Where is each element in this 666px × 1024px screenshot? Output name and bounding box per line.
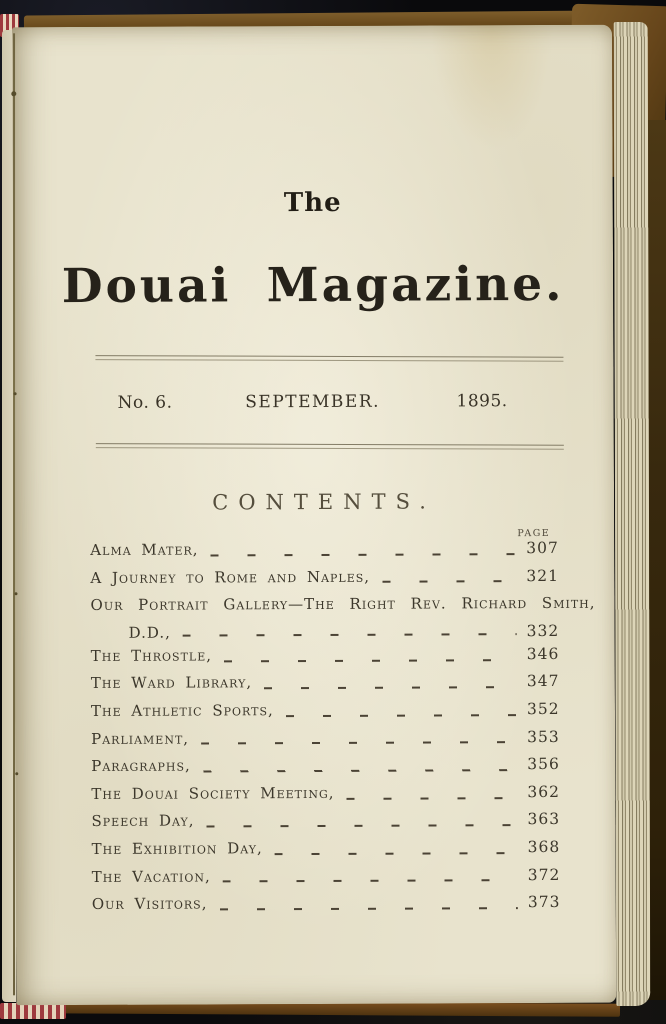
- toc-entry-page: 352: [526, 699, 560, 719]
- toc-entry: [91, 645, 563, 675]
- toc-entry: [90, 567, 562, 597]
- toc-entry: [91, 727, 563, 757]
- dash-leader: [219, 874, 520, 885]
- dash-leader: [207, 548, 519, 559]
- magazine-page: [12, 25, 616, 1006]
- toc-entry-title: The Athletic Sports,: [90, 701, 274, 720]
- dash-leader: [378, 575, 518, 586]
- table-of-contents: [90, 538, 596, 923]
- toc-entry: [91, 755, 563, 785]
- dash-leader: [343, 792, 520, 803]
- toc-entry-title: The Douai Society Meeting,: [91, 783, 335, 803]
- toc-entry-title: The Vacation,: [91, 866, 211, 886]
- dash-leader: [220, 654, 519, 665]
- toc-entry-page: 347: [526, 672, 560, 691]
- page-column-label: PAGE: [517, 527, 551, 540]
- issue-line: [80, 391, 560, 413]
- toc-entry-page: 332: [526, 621, 560, 640]
- toc-entry-page: 353: [527, 727, 560, 746]
- toc-entry: [92, 865, 564, 895]
- toc-entry-title: Paragraphs,: [91, 756, 191, 776]
- toc-entry-title: Parliament,: [91, 729, 190, 748]
- page-stack-edge: [614, 22, 651, 1006]
- binding-gutter: [13, 33, 15, 995]
- double-rule-top: [95, 355, 563, 362]
- toc-entry-page: 321: [526, 566, 560, 585]
- double-rule-bottom: [96, 443, 564, 450]
- toc-entry: [91, 783, 563, 813]
- contents-heading: CONTENTS.: [212, 489, 436, 515]
- toc-entry-page: 368: [527, 837, 561, 857]
- dash-leader: [215, 902, 519, 913]
- toc-entry-title: Our Portrait Gallery—The Right Rev. Richard Smith,: [90, 593, 596, 615]
- toc-entry: [91, 700, 563, 730]
- toc-entry-title: A Journey to Rome and Naples,: [90, 567, 371, 587]
- dash-leader: [197, 736, 519, 747]
- toc-entry-continuation: [91, 622, 563, 647]
- toc-entry-title: Speech Day,: [91, 811, 195, 831]
- issue-month: SEPTEMBER.: [245, 391, 381, 413]
- dash-leader: [271, 847, 520, 858]
- toc-entry-page: 346: [526, 644, 560, 663]
- toc-entry: [90, 539, 562, 569]
- toc-entry-page: 307: [526, 538, 559, 558]
- dash-leader: [203, 819, 520, 830]
- issue-year: 1895.: [456, 391, 508, 412]
- toc-entry-page: 362: [527, 782, 560, 801]
- toc-entry-page: 356: [527, 755, 560, 774]
- issue-number: No. 6.: [117, 392, 173, 413]
- toc-entry-page: 363: [527, 810, 561, 829]
- dash-leader: [260, 681, 519, 692]
- toc-entry-title: D.D.,: [128, 623, 171, 642]
- toc-entry: [92, 893, 564, 923]
- toc-entry-title: The Throstle,: [90, 646, 213, 665]
- dash-leader: [179, 628, 519, 639]
- masthead-the: The: [283, 187, 342, 219]
- toc-entry: [91, 672, 563, 702]
- toc-entry: [92, 838, 564, 868]
- page-title: Douai Magazine.: [61, 256, 565, 315]
- toc-entry-title: The Ward Library,: [90, 673, 253, 693]
- toc-entry-title: The Exhibition Day,: [91, 839, 263, 858]
- dash-leader: [282, 709, 519, 720]
- toc-entry: [91, 810, 563, 840]
- toc-entry-title: Our Visitors,: [91, 894, 208, 914]
- dash-leader: [199, 764, 519, 775]
- binding-stitch: [11, 91, 16, 96]
- toc-entry-page: 372: [527, 865, 561, 884]
- toc-entry: [90, 593, 596, 624]
- headband-bottom: [0, 1003, 66, 1019]
- toc-entry-page: 373: [527, 893, 561, 912]
- toc-entry-title: Alma Mater,: [90, 540, 199, 559]
